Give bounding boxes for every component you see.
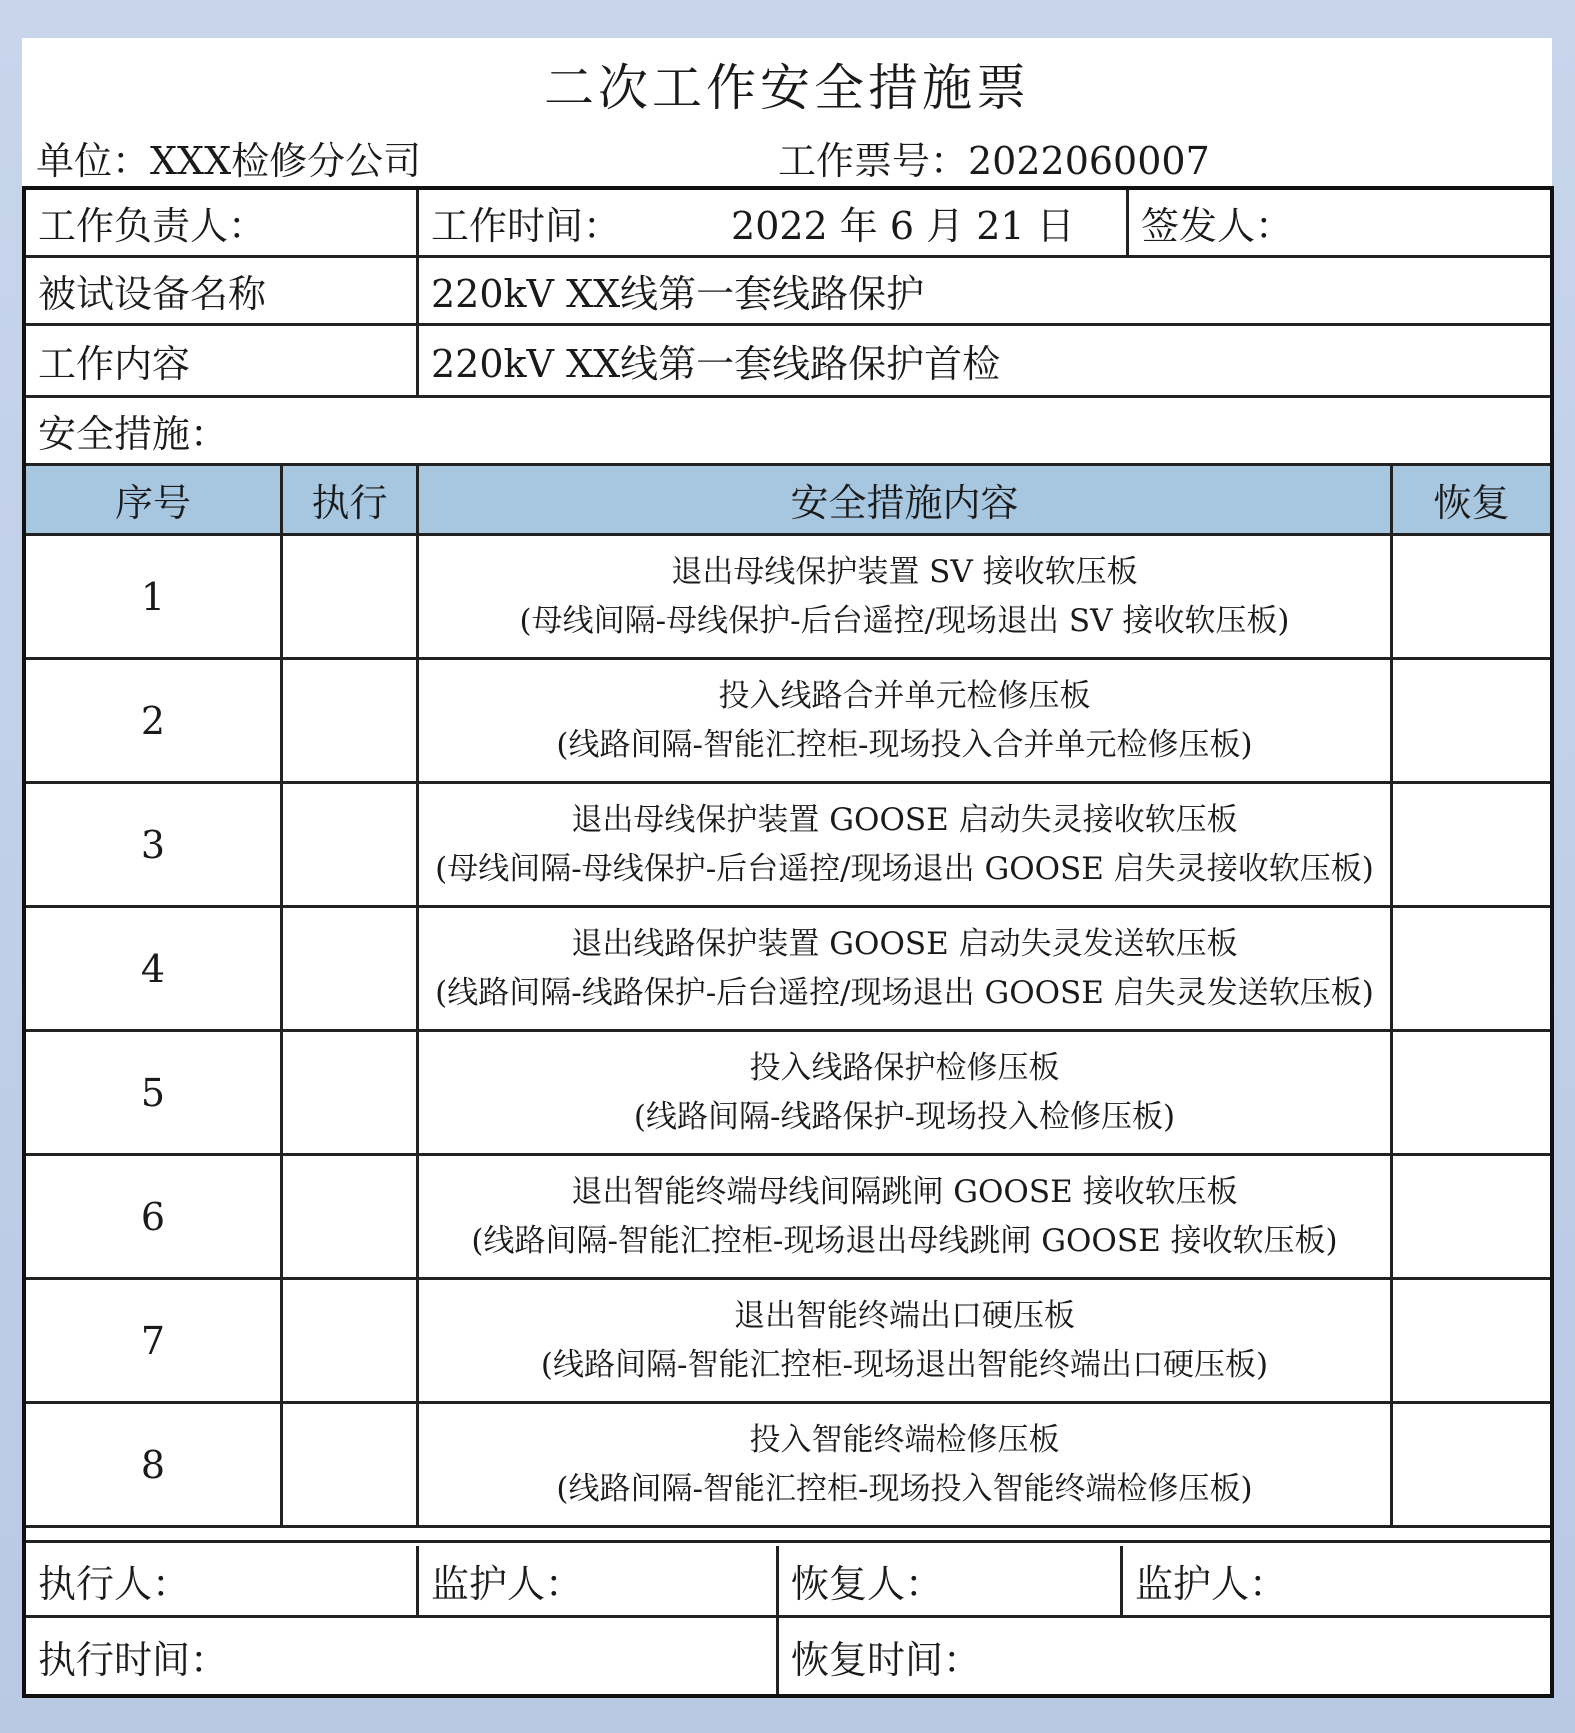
execute-check-cell[interactable] <box>280 784 416 905</box>
measure-title: 退出母线保护装置 GOOSE 启动失灵接收软压板 <box>571 801 1238 838</box>
measure-content <box>416 1032 1390 1153</box>
page-title: 二次工作安全措施票 <box>544 59 1030 117</box>
row-number: 8 <box>140 1442 166 1487</box>
table-header <box>26 466 1550 536</box>
unit-label: 单位：XXX检修分公司 <box>36 139 422 183</box>
measure-content <box>416 1280 1390 1401</box>
header-restore: 恢复 <box>1390 466 1550 533</box>
execute-check-cell[interactable] <box>280 1032 416 1153</box>
measure-content <box>416 1156 1390 1277</box>
leader-label: 工作负责人： <box>38 204 267 248</box>
work-time-cell <box>416 190 1126 255</box>
exec-time-label: 执行时间： <box>38 1637 229 1682</box>
execute-check-cell[interactable] <box>280 1404 416 1525</box>
restorer-label: 恢复人： <box>776 1546 1120 1615</box>
info-row-measures <box>26 398 1550 466</box>
execute-check-cell[interactable] <box>280 1156 416 1277</box>
measure-detail: (线路间隔-线路保护-现场投入检修压板) <box>633 1098 1176 1135</box>
measures-label: 安全措施： <box>38 412 229 456</box>
measure-title: 投入线路保护检修压板 <box>749 1049 1060 1086</box>
execute-check-cell[interactable] <box>280 1280 416 1401</box>
row-number: 1 <box>140 574 166 619</box>
measure-detail: (母线间隔-母线保护-后台遥控/现场退出 GOOSE 启失灵接收软压板) <box>435 850 1374 887</box>
table-row <box>26 660 1550 784</box>
measure-title: 退出线路保护装置 GOOSE 启动失灵发送软压板 <box>571 925 1238 962</box>
device-value: 220kV XX线第一套线路保护 <box>416 258 1550 323</box>
info-row-leader <box>26 190 1550 258</box>
table-row <box>26 784 1550 908</box>
measure-title: 退出智能终端出口硬压板 <box>734 1297 1075 1334</box>
ticket-table <box>22 186 1554 1698</box>
footer-row-signers <box>26 1546 1550 1618</box>
restore-check-cell[interactable] <box>1390 1032 1550 1153</box>
divider <box>26 1540 1550 1543</box>
work-time-label: 工作时间： <box>431 204 622 248</box>
measure-detail: (母线间隔-母线保护-后台遥控/现场退出 SV 接收软压板) <box>519 602 1290 639</box>
restore-check-cell[interactable] <box>1390 1280 1550 1401</box>
content-label: 工作内容 <box>38 342 191 386</box>
restore-check-cell[interactable] <box>1390 784 1550 905</box>
table-row <box>26 1280 1550 1404</box>
execute-check-cell[interactable] <box>280 536 416 657</box>
measure-content <box>416 536 1390 657</box>
measure-detail: (线路间隔-线路保护-后台遥控/现场退出 GOOSE 启失灵发送软压板) <box>435 974 1374 1011</box>
footer-row-times <box>26 1618 1550 1694</box>
restore-check-cell[interactable] <box>1390 1156 1550 1277</box>
measure-title: 投入智能终端检修压板 <box>749 1421 1060 1458</box>
table-row <box>26 1156 1550 1280</box>
table-row <box>26 908 1550 1032</box>
table-row <box>26 1032 1550 1156</box>
measure-detail: (线路间隔-智能汇控柜-现场退出智能终端出口硬压板) <box>540 1346 1269 1383</box>
restore-check-cell[interactable] <box>1390 536 1550 657</box>
row-number: 7 <box>140 1318 166 1363</box>
restore-time-label: 恢复时间： <box>776 1618 1550 1694</box>
measure-detail: (线路间隔-智能汇控柜-现场退出母线跳闸 GOOSE 接收软压板) <box>471 1222 1338 1259</box>
row-number: 3 <box>140 822 166 867</box>
measure-content <box>416 784 1390 905</box>
restore-check-cell[interactable] <box>1390 908 1550 1029</box>
issuer-label: 签发人： <box>1126 190 1550 255</box>
header-content: 安全措施内容 <box>416 466 1390 533</box>
ticket-number: 工作票号：2022060007 <box>778 139 1210 183</box>
measure-detail: (线路间隔-智能汇控柜-现场投入合并单元检修压板) <box>556 726 1253 763</box>
measure-title: 退出智能终端母线间隔跳闸 GOOSE 接收软压板 <box>571 1173 1238 1210</box>
execute-check-cell[interactable] <box>280 908 416 1029</box>
measure-content <box>416 908 1390 1029</box>
restore-check-cell[interactable] <box>1390 660 1550 781</box>
safety-ticket <box>22 38 1552 1694</box>
device-label: 被试设备名称 <box>38 272 267 316</box>
execute-check-cell[interactable] <box>280 660 416 781</box>
row-number: 5 <box>140 1070 166 1115</box>
row-number: 4 <box>140 946 166 991</box>
supervisor2-label: 监护人： <box>1120 1546 1550 1615</box>
table-row <box>26 1404 1550 1528</box>
measure-content <box>416 660 1390 781</box>
row-number: 2 <box>140 698 166 743</box>
work-time-value: 2022 年 6 月 21 日 <box>731 204 1075 248</box>
row-number: 6 <box>140 1194 166 1239</box>
table-row <box>26 536 1550 660</box>
measure-detail: (线路间隔-智能汇控柜-现场投入智能终端检修压板) <box>556 1470 1253 1507</box>
content-value: 220kV XX线第一套线路保护首检 <box>416 326 1550 395</box>
header-execute: 执行 <box>280 466 416 533</box>
header-no: 序号 <box>114 481 191 525</box>
measure-title: 退出母线保护装置 SV 接收软压板 <box>671 553 1138 590</box>
supervisor-label: 监护人： <box>416 1546 776 1615</box>
measure-content <box>416 1404 1390 1525</box>
restore-check-cell[interactable] <box>1390 1404 1550 1525</box>
executor-label: 执行人： <box>38 1562 191 1606</box>
info-row-content <box>26 326 1550 398</box>
measure-title: 投入线路合并单元检修压板 <box>718 677 1091 714</box>
info-row-device <box>26 258 1550 326</box>
